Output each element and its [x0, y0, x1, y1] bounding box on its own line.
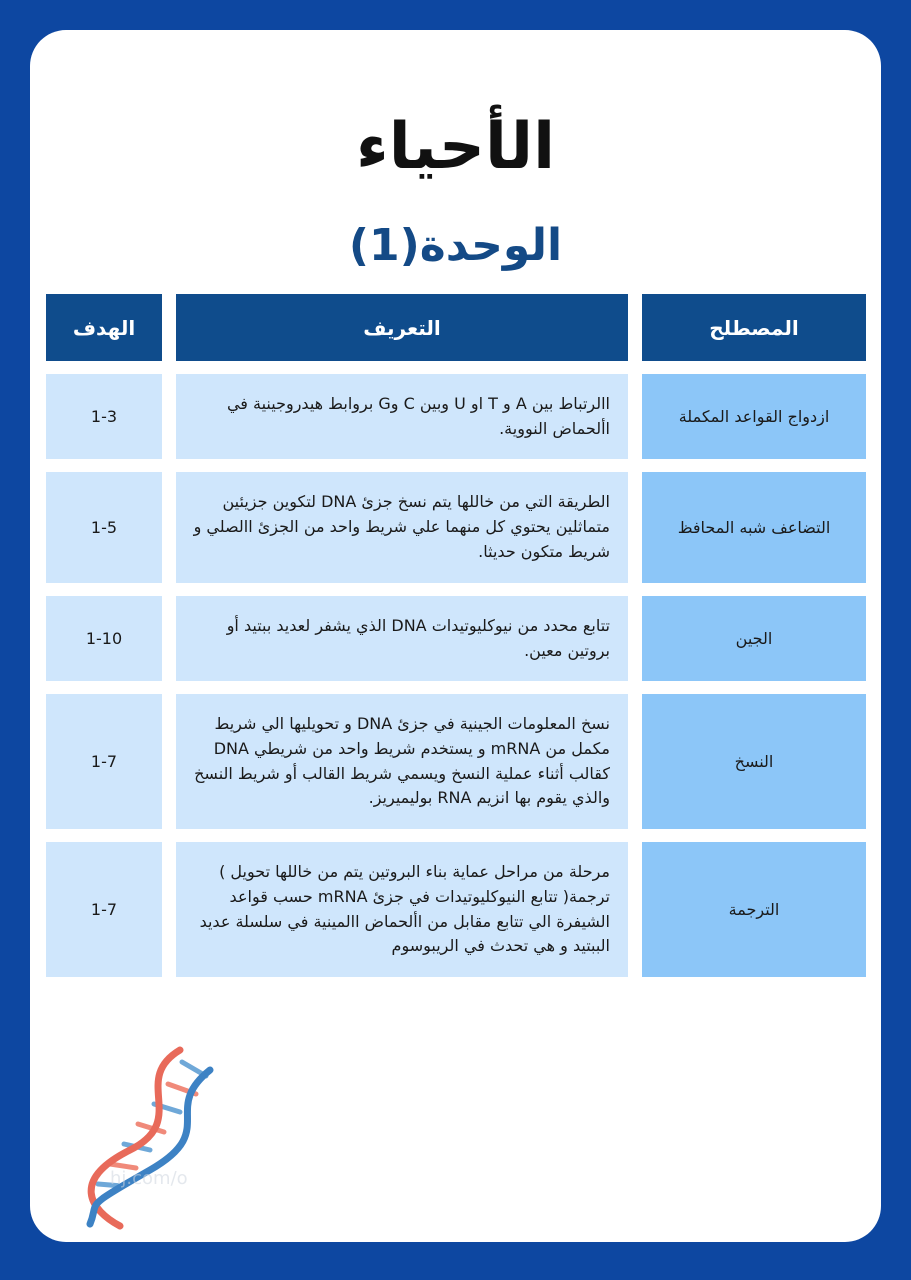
definition-cell: مرحلة من مراحل عماية بناء البروتين يتم من خاللها تحويل ) ترجمة( تتابع النيوكليوتيدات في جزئ mRNA حسب قواعد الشيفرة الي تتابع مقابل من األحماض االمينية في سلسلة عديد الببتيد و هي تحدث في الريبوسوم — [176, 842, 628, 977]
header-definition: التعريف — [176, 294, 628, 361]
definition-cell: الطريقة التي من خاللها يتم نسخ جزئ DNA لتكوين جزيئين متماثلين يحتوي كل منهما علي شريط واحد من الجزئ االصلي و شريط متكون حديثا. — [176, 472, 628, 583]
goal-cell: 1-10 — [46, 596, 162, 681]
table-row — [46, 374, 866, 459]
page-card — [30, 30, 881, 1242]
table-row — [46, 472, 866, 583]
table-row — [46, 694, 866, 829]
term-cell: النسخ — [642, 694, 866, 829]
page-title: الأحياء — [356, 110, 555, 184]
header-goal: الهدف — [46, 294, 162, 361]
unit-subtitle: الوحدة(1) — [348, 220, 563, 271]
watermark: hj.com/o — [110, 1168, 188, 1189]
glossary-table — [46, 294, 866, 990]
definition-cell: نسخ المعلومات الجينية في جزئ DNA و تحويليها الي شريط مكمل من mRNA و يستخدم شريط واحد من شريطي DNA كقالب أثناء عملية النسخ ويسمي شريط القالب أو شريط النسخ والذي يقوم بها انزيم RNA بوليميريز. — [176, 694, 628, 829]
term-cell: التضاعف شبه المحافظ — [642, 472, 866, 583]
term-cell: ازدواج القواعد المكملة — [642, 374, 866, 459]
header-term: المصطلح — [642, 294, 866, 361]
goal-cell: 1-5 — [46, 472, 162, 583]
goal-cell: 1-7 — [46, 842, 162, 977]
table-row — [46, 596, 866, 681]
term-cell: الترجمة — [642, 842, 866, 977]
goal-cell: 1-7 — [46, 694, 162, 829]
definition-cell: تتابع محدد من نيوكليوتيدات DNA الذي يشفر لعديد ببتيد أو بروتين معين. — [176, 596, 628, 681]
goal-cell: 1-3 — [46, 374, 162, 459]
term-cell: الجين — [642, 596, 866, 681]
table-header-row — [46, 294, 866, 361]
dna-helix-icon — [70, 1040, 220, 1230]
table-row — [46, 842, 866, 977]
definition-cell: االرتباط بين A و T او U وبين C وG بروابط هيدروجينية في األحماض النووية. — [176, 374, 628, 459]
